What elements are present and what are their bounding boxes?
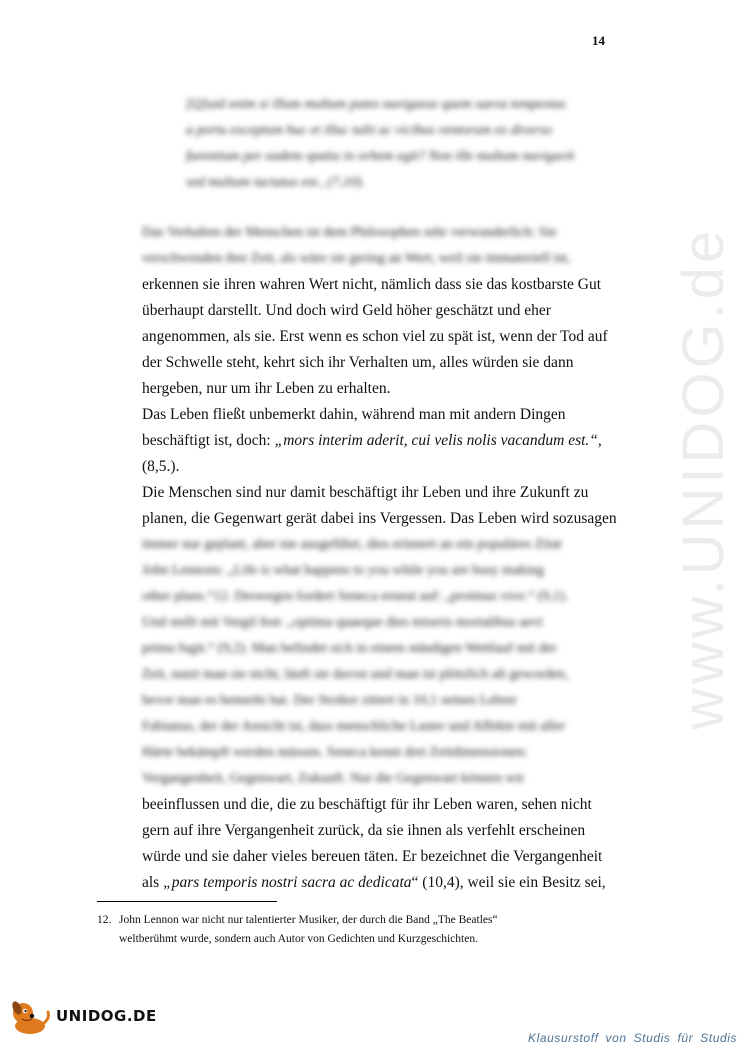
text-line: Das Leben fließt unbemerkt dahin, während man mit andern Dingen [142,406,566,423]
quote-line: sed multum iactatus est., (7,10). [186,175,365,190]
footnote-line: John Lennon war nicht nur talentierter Musiker, der durch die Band „The Beatles“ [119,914,498,926]
text-line: beeinflussen und die, die zu beschäftigt für ihr Leben waren, sehen nicht [142,796,592,813]
text-line: hergeben, nur um ihr Leben zu erhalten. [142,380,391,397]
text-line: Härte bekämpft werden müssen. Seneca kennt drei Zeitdimensionen: [142,745,528,760]
text-line: other plans.“12. Deswegen fordert Seneca erneut auf: „protinus vive.“ (9,1). [142,589,569,604]
text-prefix: beschäftigt ist, doch: [142,432,275,449]
text-line: prima fugit.“ (9,2). Man befindet sich in einem ständigen Wettlauf mit der [142,641,557,656]
latin-quote: „pars temporis nostri sacra ac dedicata [163,874,412,891]
footnote-text [119,911,597,949]
body-paragraph-blurred-intro [142,220,612,272]
text-line: immer nur geplant, aber nie ausgeführt, dies erinnert an ein populäres Zitat [142,537,562,552]
body-paragraph-clear [142,272,617,532]
quote-line: furentium per eadem spatia in orbem egit? Non ille multum navigavit [186,149,575,164]
footer-tagline: Klausurstoff von Studis für Studis [528,1031,738,1045]
text-prefix: als [142,874,164,891]
text-line: angenommen, als sie. Erst wenn es schon viel zu spät ist, wenn der Tod auf [142,328,608,345]
text-line: gern auf ihre Vergangenheit zurück, da sie ihnen als verfehlt erscheinen [142,822,586,839]
text-suffix: “ (10,4), weil sie ein Besitz sei, [411,874,606,891]
text-line: erkennen sie ihren wahren Wert nicht, nämlich dass sie das kostbarste Gut [142,276,602,293]
text-line: würde und sie daher vieles bereuen täten. Er bezeichnet die Vergangenheit [142,848,603,865]
footnote-number: 12. [97,914,112,926]
citation: (8,5.). [142,458,180,475]
text-line: Das Verhalten der Menschen ist dem Philosophen sehr verwunderlich: Sie [142,225,557,240]
text-line: Und stellt mit Vergil fest: „optima quaeque dies miseris mortalibus aevi [142,615,543,630]
text-line: Die Menschen sind nur damit beschäftigt ihr Leben und ihre Zukunft zu [142,484,589,501]
dog-mascot-icon [8,996,54,1036]
text-line: bevor man es bemerkt hat. Der Stoiker zitiert in 10,1 seinen Lehrer [142,693,518,708]
latin-block-quote [186,92,606,196]
unidog-logo[interactable] [8,996,158,1036]
text-line: Vergangenheit, Gegenwart, Zukunft. Nur die Gegenwart können wir [142,771,525,786]
watermark-text: www.UNIDOG.de [671,226,736,730]
text-line: Zeit, nutzt man sie nicht, läuft sie davon und man ist plötzlich alt geworden, [142,667,569,682]
text-line: Fabianus, der der Ansicht ist, dass menschliche Laster und Affekte mit aller [142,719,566,734]
text-line: John Lennons: „Life is what happens to you while you are busy making [142,563,545,578]
text-line: verschwenden ihre Zeit, als wäre sie gering an Wert, weil sie immateriell ist, [142,251,571,266]
text-line: überhaupt darstellt. Und doch wird Geld höher geschätzt und eher [142,302,551,319]
watermark [670,226,736,731]
text-line-with-quote [142,870,612,896]
footnote-line: weltberühmt wurde, sondern auch Autor von Gedichten und Kurzgeschichten. [119,933,478,945]
body-paragraph-blurred-middle [142,532,612,792]
text-line: der Schwelle steht, kehrt sich ihr Verhalten um, alles würden sie dann [142,354,574,371]
logo-text: UNIDOG.DE [56,1007,157,1025]
quote-line: a portu exceptum huc et illuc tulit ac vicibus ventorum ex diverso [186,123,552,138]
page-number: 14 [592,33,605,48]
footnote-separator [97,901,277,902]
footnote [97,911,597,949]
latin-quote: „mors interim aderit, cui velis nolis vacandum est.“, [274,432,602,449]
body-paragraph-clear-end [142,792,612,896]
text-line-with-quote [142,428,612,454]
quote-line: [Q]uid enim si illum multum putes navigasse quem saeva tempestas [186,97,566,112]
text-line: planen, die Gegenwart gerät dabei ins Vergessen. Das Leben wird sozusagen [142,510,617,527]
